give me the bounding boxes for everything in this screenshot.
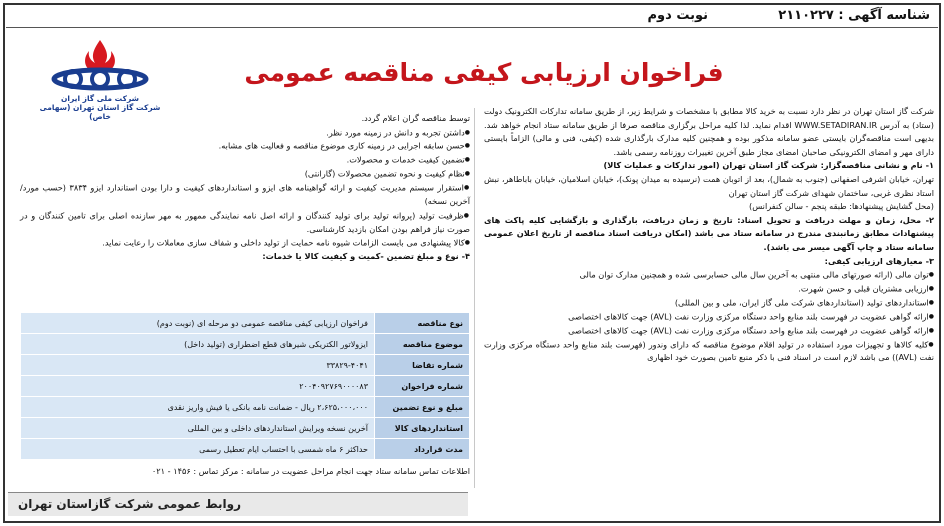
company-logo	[30, 36, 170, 122]
table-value: ۳۳۸۲۹-۴۰۴۱	[21, 355, 375, 376]
table-row	[21, 376, 470, 397]
table-key: شماره فراخوان	[375, 376, 470, 397]
table-value: حداکثر ۶ ماه شمسی با احتساب ایام تعطیل رسمی	[21, 439, 375, 460]
table-value: آخرین نسخه ویرایش استانداردهای داخلی و بین المللی	[21, 418, 375, 439]
turn-label: نوبت دوم	[647, 8, 708, 23]
bullet-item: ● نظام کیفیت و نحوه تضمین محصولات (گارانتی)	[20, 167, 470, 181]
table-key: موضوع مناقصه	[375, 334, 470, 355]
section-heading: ۳- معیارهای ارزیابی کیفی:	[824, 255, 934, 266]
paragraph: شرکت گاز استان تهران در نظر دارد نسبت به خرید کالا مطابق با مشخصات و شرایط زیر، از طریق سامانه تدارکات الکترونیک دولت (ستاد) به آدرس WWW.SETADIRAN.IR اقدام نماید. لذا کلیه مراحل برگزاری مناقصه صرفا از طریق سامانه ستاد انجام خواهد شد. بدیهی است مناقصه‌گران بایستی عضو سامانه مذکور بوده و همچنین کلیه مدارک بارگذاری شده (کیفی، فنی و مالی) الزاماً بایستی دارای مهر و امضای الکترونیکی صاحبان امضای مجاز طبق آخرین تغییرات روزنامه رسمی باشد.	[484, 106, 934, 157]
section-heading: ۲- محل، زمان و مهلت دریافت و تحویل اسناد: تاریخ و زمان دریافت، بارگذاری و بازگشایی کلیه پاکت های پیشنهادات مطابق زمانبندی مندرج در سامانه ستاد می باشد (امکان دریافت اسناد مناقصه از تاریخ اعلان عمومی سامانه ستاد و چاپ آگهی میسر می باشد).	[484, 214, 934, 252]
bullet-item: ● داشتن تجربه و دانش در زمینه مورد نظر.	[20, 126, 470, 140]
right-column	[484, 105, 934, 365]
ad-number: شناسه آگهی : ۲۱۱۰۲۲۷	[778, 8, 930, 23]
table-row	[21, 355, 470, 376]
bullet-item: ● توان مالی (ارائه صورتهای مالی منتهی به آخرین سال مالی حسابرسی شده و همچنین مدارک توان مالی	[484, 268, 934, 282]
paragraph: (محل گشایش پیشنهادها: طبقه پنجم - سالن کنفرانس)	[749, 201, 934, 212]
bullet-item: ● ارائه گواهی عضویت در فهرست بلند منابع واحد دستگاه مرکزی وزارت نفت (AVL) جهت کالاهای اختصاصی	[484, 310, 934, 324]
left-column	[20, 112, 470, 264]
tender-table	[20, 312, 470, 460]
table-value: ایزولاتور الکتریکی شیرهای قطع اضطراری (تولید داخل)	[21, 334, 375, 355]
table-row	[21, 439, 470, 460]
bullet-item: ● ارزیابی مشتریان قبلی و حسن شهرت.	[484, 282, 934, 296]
paragraph: توسط مناقصه گران اعلام گردد.	[361, 113, 470, 123]
table-value: ۲۰۰۴۰۹۲۷۶۹۰۰۰۰۸۳	[21, 376, 375, 397]
logo-line-1: شرکت ملی گاز ایران	[61, 94, 139, 103]
footer-text: روابط عمومی شرکت گازاستان تهران	[18, 497, 242, 511]
table-key: شماره تقاضا	[375, 355, 470, 376]
bullet-item: ● کالا پیشنهادی می بایست الزامات شیوه نامه حمایت از تولید داخلی و شفاف سازی معاملات را رعایت نماید.	[20, 236, 470, 250]
paragraph: تهران، خیابان اشرفی اصفهانی (جنوب به شمال)، بعد از اتوبان همت (نرسیده به میدان پونک)، خیابان اسلامیان، خیابان باباطاهر، نبش استاد نظری غربی، ساختمان شهدای شرکت گاز استان تهران	[484, 173, 934, 198]
table-value: ۲،۶۲۵،۰۰۰،۰۰۰ ریال - ضمانت نامه بانکی یا فیش واریز نقدی	[21, 397, 375, 418]
bullet-item: ● تضمین کیفیت خدمات و محصولات.	[20, 153, 470, 167]
page-title: فراخوان ارزیابی کیفی مناقصه عمومی	[244, 58, 724, 87]
column-divider	[474, 108, 475, 488]
bullet-item: ● استقرار سیستم مدیریت کیفیت و ارائه گواهینامه های ایزو و استانداردهای کیفیت و دارا بودن استاندارد ایزو ۳۸۳۴ (حسب مورد/آخرین نسخه)	[20, 181, 470, 208]
bullet-item: ● ظرفیت تولید (پروانه تولید برای تولید کنندگان و ارائه اصل نامه نمایندگی ممهور به مهر سازنده اصلی برای تامین کنندگان و در صورت نیاز فراهم بودن امکان بازدید کارشناسی.	[20, 209, 470, 236]
bullet-item: ● کلیه کالاها و تجهیزات مورد استفاده در تولید اقلام موضوع مناقصه که دارای وندور (فهرست بلند منابع واحد دستگاه مرکزی وزارت نفت (AVL)) می باشد لازم است در اسناد فنی با ذکر منبع تامین بصورت خود اظهاری	[484, 338, 934, 365]
table-value: فراخوان ارزیابی کیفی مناقصه عمومی دو مرحله ای (نوبت دوم)	[21, 313, 375, 334]
table-row	[21, 313, 470, 334]
section-heading: ۱- نام و نشانی مناقصه‌گزار: شرکت گاز استان تهران (امور تدارکات و عملیات کالا)	[603, 160, 934, 171]
section-heading: ۴- نوع و مبلغ تضمین -کمیت و کیفیت کالا یا خدمات:	[262, 251, 470, 262]
table-key: مدت قرارداد	[375, 439, 470, 460]
bullet-item: ● حسن سابقه اجرایی در زمینه کاری موضوع مناقصه و فعالیت های مشابه.	[20, 139, 470, 153]
footer-bar	[8, 492, 468, 516]
bullet-item: ● ارائه گواهی عضویت در فهرست بلند منابع واحد دستگاه مرکزی وزارت نفت (AVL) جهت کالاهای اختصاصی	[484, 324, 934, 338]
logo-line-2: شرکت گاز استان تهران (سهامی خاص)	[39, 103, 161, 121]
table-key: نوع مناقصه	[375, 313, 470, 334]
table-row	[21, 334, 470, 355]
flame-logo-icon	[45, 36, 155, 94]
top-bar	[6, 6, 938, 28]
bullet-item: ● استانداردهای تولید (استانداردهای شرکت ملی گاز ایران، ملی و بین المللی)	[484, 296, 934, 310]
table-row	[21, 418, 470, 439]
contact-info: اطلاعات تماس سامانه ستاد جهت انجام مراحل عضویت در سامانه : مرکز تماس : ۱۴۵۶ - ۰۲۱	[151, 466, 470, 476]
table-key: مبلغ و نوع تضمین	[375, 397, 470, 418]
table-row	[21, 397, 470, 418]
table-key: استانداردهای کالا	[375, 418, 470, 439]
